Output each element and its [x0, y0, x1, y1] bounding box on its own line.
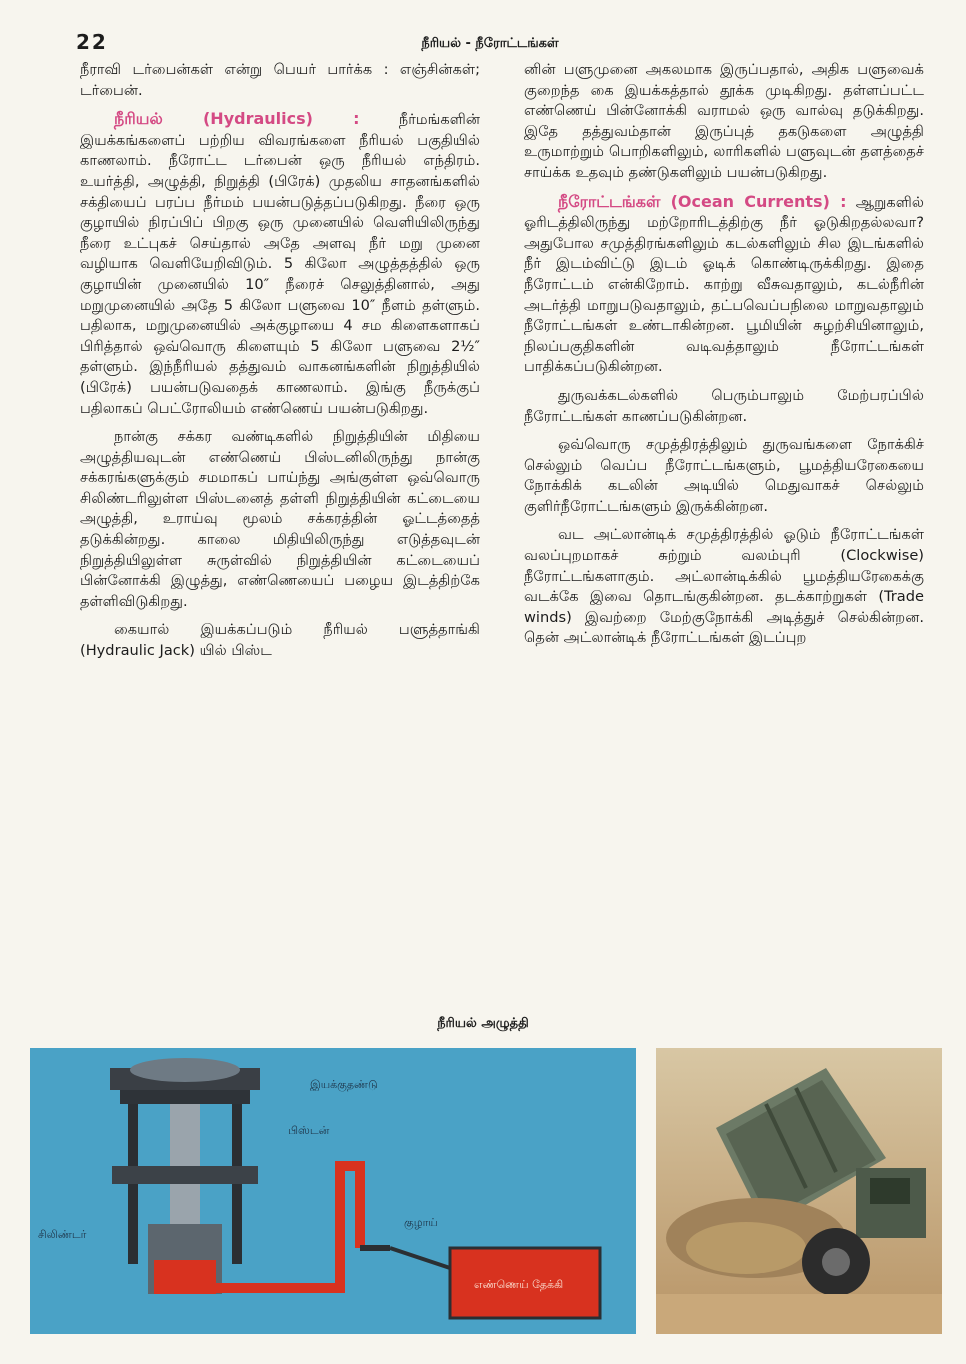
paragraph: வட அட்லான்டிக் சமுத்திரத்தில் ஓடும் நீரோட்டங்கள் வலப்புறமாகச் சுற்றும் வலம்புரி (Clockwise) நீரோட்டங்களாகும். அட்லான்டிக்கில் பூமத்தியரேகைக்கு வடக்கே இவை தொடங்குகின்றன. தடக்காற்றுகள் (Trade winds) இவற்றை மேற்குநோக்கி அடித்துச் செல்கின்றன. தென் அட்லான்டிக் நீரோட்டங்கள் இடப்புற — [524, 526, 924, 647]
paragraph: னின் பளுமுனை அகலமாக இருப்பதால், அதிக பளுவைக் குறைந்த கை இயக்கத்தால் தூக்க முடிகிறது. தள்ளப்பட்ட எண்ணெய் பின்னோக்கி வராமல் ஒரு வால்வு தடுக்கிறது. இதே தத்துவம்தான் இருப்புத் தகடுகளை அழுத்தி உருமாற்றும் பொறிகளிலும், லாரிகளில் பளுவுடன் தளத்தைச் சாய்க்க உதவும் தண்டுகளிலும் பயன்படுகிறது. — [524, 61, 924, 181]
hydraulics-body: நீர்மங்களின் இயக்கங்களைப் பற்றிய விவரங்களை நீரியல் பகுதியில் காணலாம். நீரோட்ட டர்பைன் ஒரு நீரியல் எந்திரம். உயர்த்தி, அழுத்தி, நிறுத்தி (பிரேக்) முதலிய சாதனங்களில் சக்தியைப் பரப்ப நீர்மம் பயன்படுத்தப்படுகிறது. நீரை ஒரு குழாயில் நிரப்பிப் பிறகு ஒரு முனையில் வெளியிலிருந்து நீரை உட்புகச் செய்தால் அதே அளவு நீர் மறு முனை வழியாக வெளியேறிவிடும். 5 கிலோ அழுத்தத்தில் ஒரு குழாயின் முனையில் 10″ நீரைச் செலுத்தினால், அது மறுமுனையில் அதே 5 கிலோ பளுவை 10″ நீளம் தள்ளும். பதிலாக, மறுமுனையில் அக்குழாயை 4 சம கிளைகளாகப் பிரித்தால் ஒவ்வொரு கிளையும் 5 கிலோ பளுவை 2½″ தள்ளும். இந்நீரியல் தத்துவம் வாகனங்களின் நிறுத்தியில் (பிரேக்) பயன்படுவதைக் காணலாம். இங்கு நீருக்குப் பதிலாகப் பெட்ரோலியம் எண்ணெய் பயன்படுகிறது. — [80, 111, 480, 417]
hydraulics-heading: நீரியல் (Hydraulics) : — [114, 109, 360, 129]
ocean-currents-section — [524, 192, 924, 378]
hydraulic-press-illustration — [30, 1048, 636, 1334]
label-platform: இயக்குதண்டு — [310, 1078, 378, 1091]
page-number: 22 — [76, 30, 108, 54]
label-cylinder: சிலிண்டர் — [38, 1228, 87, 1241]
dump-truck-picture — [656, 1048, 942, 1334]
right-column — [524, 60, 924, 657]
left-column — [80, 60, 480, 670]
paragraph: துருவக்கடல்களில் பெரும்பாலும் மேற்பரப்பில் நீரோட்டங்கள் காணப்படுகின்றன. — [524, 386, 924, 425]
dump-truck-illustration — [656, 1048, 942, 1334]
paragraph: நீராவி டர்பைன்கள் என்று பெயர் பார்க்க : எஞ்சின்கள்; டர்பைன். — [80, 61, 480, 99]
paragraph: நான்கு சக்கர வண்டிகளில் நிறுத்தியின் மிதியை அழுத்தியவுடன் எண்ணெய் பிஸ்டனிலிருந்து நான்கு சக்கரங்களுக்கும் சமமாகப் பாய்ந்து அங்குள்ள ஒவ்வொரு சிலிண்டரிலுள்ள பிஸ்டனைத் தள்ளி நிறுத்தியின் கட்டையை அழுத்தி, உராய்வு மூலம் சக்கரத்தின் ஓட்டத்தைத் தடுக்கின்றது. காலை மிதியிலிருந்து எடுத்தவுடன் நிறுத்தியிலுள்ள சுருள்வில் நிறுத்தியின் கட்டையைப் பின்னோக்கி இழுத்து, எண்ணெயைப் பழைய இடத்திற்கே தள்ளிவிடுகிறது. — [80, 428, 480, 610]
hydraulics-section — [80, 109, 480, 419]
figure-caption: நீரியல் அழுத்தி — [437, 1016, 529, 1031]
label-piston: பிஸ்டன் — [288, 1124, 330, 1137]
running-head: நீரியல் - நீரோட்டங்கள் — [421, 36, 559, 51]
paragraph: கையால் இயக்கப்படும் நீரியல் பளுத்தாங்கி (Hydraulic Jack) யில் பிஸ்ட — [80, 621, 480, 660]
ocean-currents-body: ஆறுகளில் ஓரிடத்திலிருந்து மற்றோரிடத்திற்கு நீர் ஓடுகிறதல்லவா? அதுபோல சமுத்திரங்களிலும் கடல்களிலும் சில இடங்களில் நீர் இடம்விட்டு இடம் ஓடிக் கொண்டிருக்கிறது. இதை நீரோட்டம் என்கிறோம். காற்று வீசுவதாலும், கடல்நீரின் அடர்த்தி மாறுபடுவதாலும், தட்பவெப்பநிலை மாறுவதாலும் நீரோட்டங்கள் உண்டாகின்றன. பூமியின் சுழற்சியினாலும், நிலப்பகுதிகளின் வடிவத்தாலும் நீரோட்டங்கள் பாதிக்கப்படுகின்றன. — [524, 193, 925, 376]
label-tank: எண்ணெய் தேக்கி — [474, 1278, 564, 1291]
paragraph: ஒவ்வொரு சமுத்திரத்திலும் துருவங்களை நோக்கிச் செல்லும் வெப்ப நீரோட்டங்களும், பூமத்தியரேகையை நோக்கிக் கடலின் அடியில் மெதுவாகச் செல்லும் குளிர்நீரோட்டங்களும் இருக்கின்றன. — [524, 436, 924, 515]
ocean-currents-heading: நீரோட்டங்கள் (Ocean Currents) : — [558, 191, 847, 211]
label-pipe: குழாய் — [404, 1216, 438, 1229]
